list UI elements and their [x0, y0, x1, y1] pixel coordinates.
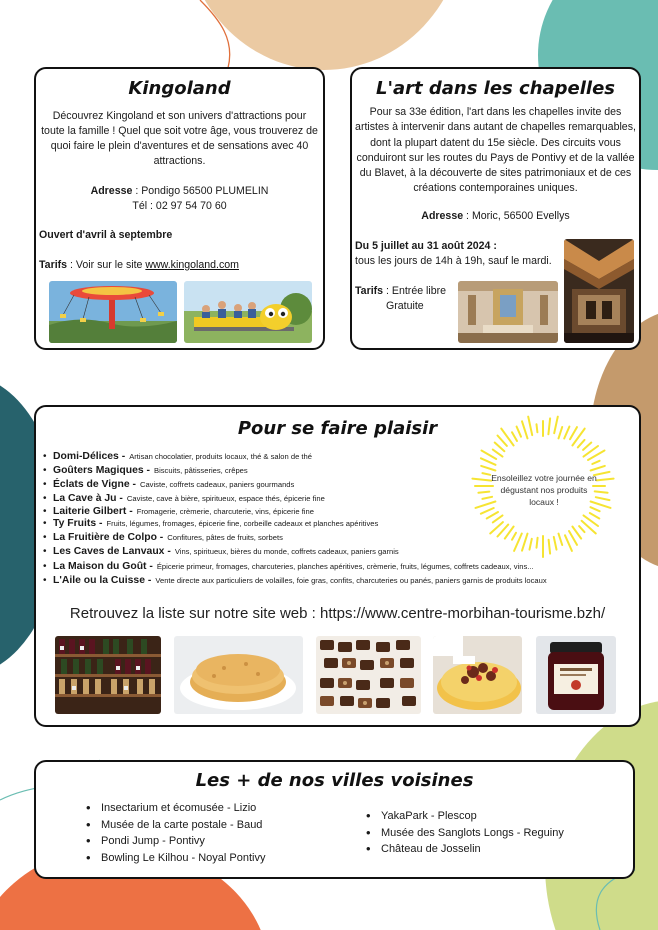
- shop-item: [43, 450, 547, 464]
- shop-name: La Fruitière de Colpo -: [53, 532, 164, 544]
- shop-desc: Fromagerie, crèmerie, charcuterie, vins, épicerie fine: [136, 507, 314, 517]
- kingoland-phone: Tél : 02 97 54 70 60: [132, 200, 227, 212]
- chapelles-tarifs-label: Tarifs: [355, 285, 384, 297]
- cake-photo: [433, 636, 522, 714]
- shop-item: [43, 518, 547, 530]
- sun-ray: [578, 440, 585, 448]
- list-item: • Musée de la carte postale - Baud: [86, 817, 265, 834]
- list-item: • Bowling Le Kilhou - Noyal Pontivy: [86, 850, 265, 867]
- shop-list: [43, 450, 547, 588]
- sun-ray: [564, 427, 569, 439]
- sun-ray: [583, 443, 591, 450]
- roller-coaster-photo: [184, 281, 312, 343]
- shop-item: [43, 464, 547, 478]
- sun-ray: [554, 537, 557, 550]
- kingoland-card: [34, 67, 325, 350]
- shop-desc: Caviste, coffrets cadeaux, paniers gourmands: [139, 480, 295, 490]
- chapelles-card: [350, 67, 641, 350]
- shop-item: [43, 478, 547, 492]
- sun-ray: [537, 424, 538, 432]
- sun-ray: [517, 427, 521, 437]
- shop-name: Ty Fruits -: [53, 517, 103, 529]
- website-line[interactable]: Retrouvez la liste sur notre site web : https://www.centre-morbihan-tourisme.bzh/: [69, 605, 606, 622]
- shop-name: Éclats de Vigne -: [53, 479, 136, 491]
- kingoland-address-value: : Pondigo 56500 PLUMELIN: [132, 185, 269, 197]
- sun-ray: [549, 540, 551, 554]
- shop-item: [43, 506, 547, 518]
- sun-ray: [591, 466, 605, 471]
- chapelles-address: [352, 210, 639, 222]
- kingoland-tarifs-text: : Voir sur le site: [67, 259, 146, 271]
- sun-ray: [528, 417, 532, 436]
- sun-ray: [565, 535, 572, 551]
- shop-item: [43, 492, 547, 506]
- chapelles-dates-label: Du 5 juillet au 31 août 2024 :: [355, 240, 497, 252]
- sun-ray: [498, 436, 507, 446]
- sun-text: Ensoleillez votre journée en dégustant nos produits locaux !: [491, 473, 597, 507]
- jam-jar-photo: [536, 636, 616, 714]
- shop-item: [43, 574, 547, 588]
- shop-item: [43, 531, 547, 545]
- shop-desc: Vins, spiritueux, bières du monde, coffrets cadeaux, paniers garnis: [174, 547, 399, 557]
- shop-desc: Vente directe aux particuliers de volailles, foie gras, confits, charcuteries ou panés, paniers garnis de produits locaux: [155, 575, 547, 585]
- kingoland-address-block: [36, 184, 323, 214]
- kingoland-address-label: Adresse: [90, 185, 133, 197]
- shop-desc: Épicerie primeur, fromages, charcuteries, planches apéritives, crèmerie, fruits, légumes, coffrets cadeaux, vins...: [156, 561, 534, 571]
- shop-desc: Confitures, pâtes de fruits, sorbets: [167, 533, 283, 543]
- shop-desc: Caviste, cave à bière, spiritueux, espace thés, épicerie fine: [126, 494, 325, 504]
- list-item: • Pondi Jump - Pontivy: [86, 833, 265, 850]
- kingoland-description: Découvrez Kingoland et son univers d'attractions pour toute la famille ! Quel que soit votre âge, vous trouverez de quoi faire le plein d'aventures et de sensations avec 40 attractions.: [41, 110, 318, 167]
- list-item: • Musée des Sanglots Longs - Reguiny: [366, 825, 564, 842]
- shop-name: La Cave à Ju -: [53, 493, 123, 505]
- shop-name: L'Aile ou la Cuisse -: [53, 574, 152, 586]
- sun-ray: [569, 531, 577, 545]
- plaisir-title: Pour se faire plaisir: [237, 418, 438, 439]
- chapel-altar-photo: [458, 281, 558, 343]
- plaisir-card: [34, 405, 641, 727]
- sun-ray: [590, 513, 600, 519]
- sun-ray: [559, 427, 563, 438]
- kingoland-tarifs: [39, 259, 239, 271]
- list-item: • Insectarium et écomusée - Lizio: [86, 800, 265, 817]
- kingoland-opening: Ouvert d'avril à septembre: [39, 229, 173, 241]
- chapelles-dates-text: tous les jours de 14h à 19h, sauf le mardi.: [355, 255, 552, 267]
- shop-desc: Biscuits, pâtisseries, crêpes: [154, 466, 248, 476]
- villes-list-left: [86, 800, 265, 866]
- sun-ray: [592, 461, 599, 464]
- wine-shelf-photo: [55, 636, 161, 714]
- sun-ray: [579, 526, 584, 532]
- villes-title: Les + de nos villes voisines: [195, 770, 474, 791]
- chapelles-address-label: Adresse: [421, 210, 464, 222]
- chapelles-tarifs-text: : Entrée libre: [383, 285, 447, 297]
- shop-desc: Artisan chocolatier, produits locaux, thé & salon de thé: [129, 452, 312, 461]
- list-item: • Château de Josselin: [366, 841, 564, 858]
- shop-name: Les Caves de Lanvaux -: [53, 546, 171, 558]
- villes-card: [34, 760, 635, 879]
- sun-ray: [559, 534, 563, 545]
- chocolates-photo: [316, 636, 421, 714]
- shop-name: Domi-Délices -: [53, 451, 126, 462]
- chapelles-address-value: : Moric, 56500 Evellys: [463, 210, 570, 222]
- shop-item: [43, 560, 547, 574]
- shop-item: [43, 545, 547, 559]
- swing-ride-photo: [49, 281, 177, 343]
- sun-ray: [570, 427, 577, 439]
- sun-ray: [596, 497, 610, 500]
- chapelles-tarifs-free: Gratuite: [386, 300, 424, 312]
- chapelles-tarifs: [355, 284, 446, 314]
- list-item: • YakaPark - Plescop: [366, 808, 564, 825]
- sun-ray: [512, 432, 517, 441]
- shop-name: La Maison du Goût -: [53, 560, 153, 572]
- sun-ray: [554, 417, 558, 434]
- chapelles-description: Pour sa 33e édition, l'art dans les chapelles invite des artistes à intervenir dans autant de chapelles remarquables, dont la plupart datent du 15e siècle. Des circuits vous conduiront sur les routes du Pays de Pontivy et de la vallée du Blavet, à la découverte de sites patrimoniaux et de ces créations contemporaines uniques.: [355, 106, 636, 195]
- kingoland-website-link[interactable]: www.kingoland.com: [145, 259, 239, 271]
- shop-name: Laiterie Gilbert -: [53, 506, 133, 518]
- kingoland-tarifs-label: Tarifs: [39, 259, 68, 271]
- crepes-photo: [174, 636, 303, 714]
- shop-desc: Fruits, légumes, fromages, épicerie fine, corbeille cadeaux et planches apéritives: [106, 518, 379, 528]
- shop-name: Goûters Magiques -: [53, 465, 150, 477]
- sun-ray: [597, 479, 614, 481]
- kingoland-title: Kingoland: [128, 78, 231, 99]
- chapelles-title: L'art dans les chapelles: [375, 78, 616, 99]
- chapelles-dates: [355, 239, 552, 269]
- villes-list-right: [366, 808, 564, 858]
- sun-ray: [548, 418, 550, 434]
- sun-ray: [522, 421, 528, 438]
- chapel-interior-photo: [564, 239, 634, 343]
